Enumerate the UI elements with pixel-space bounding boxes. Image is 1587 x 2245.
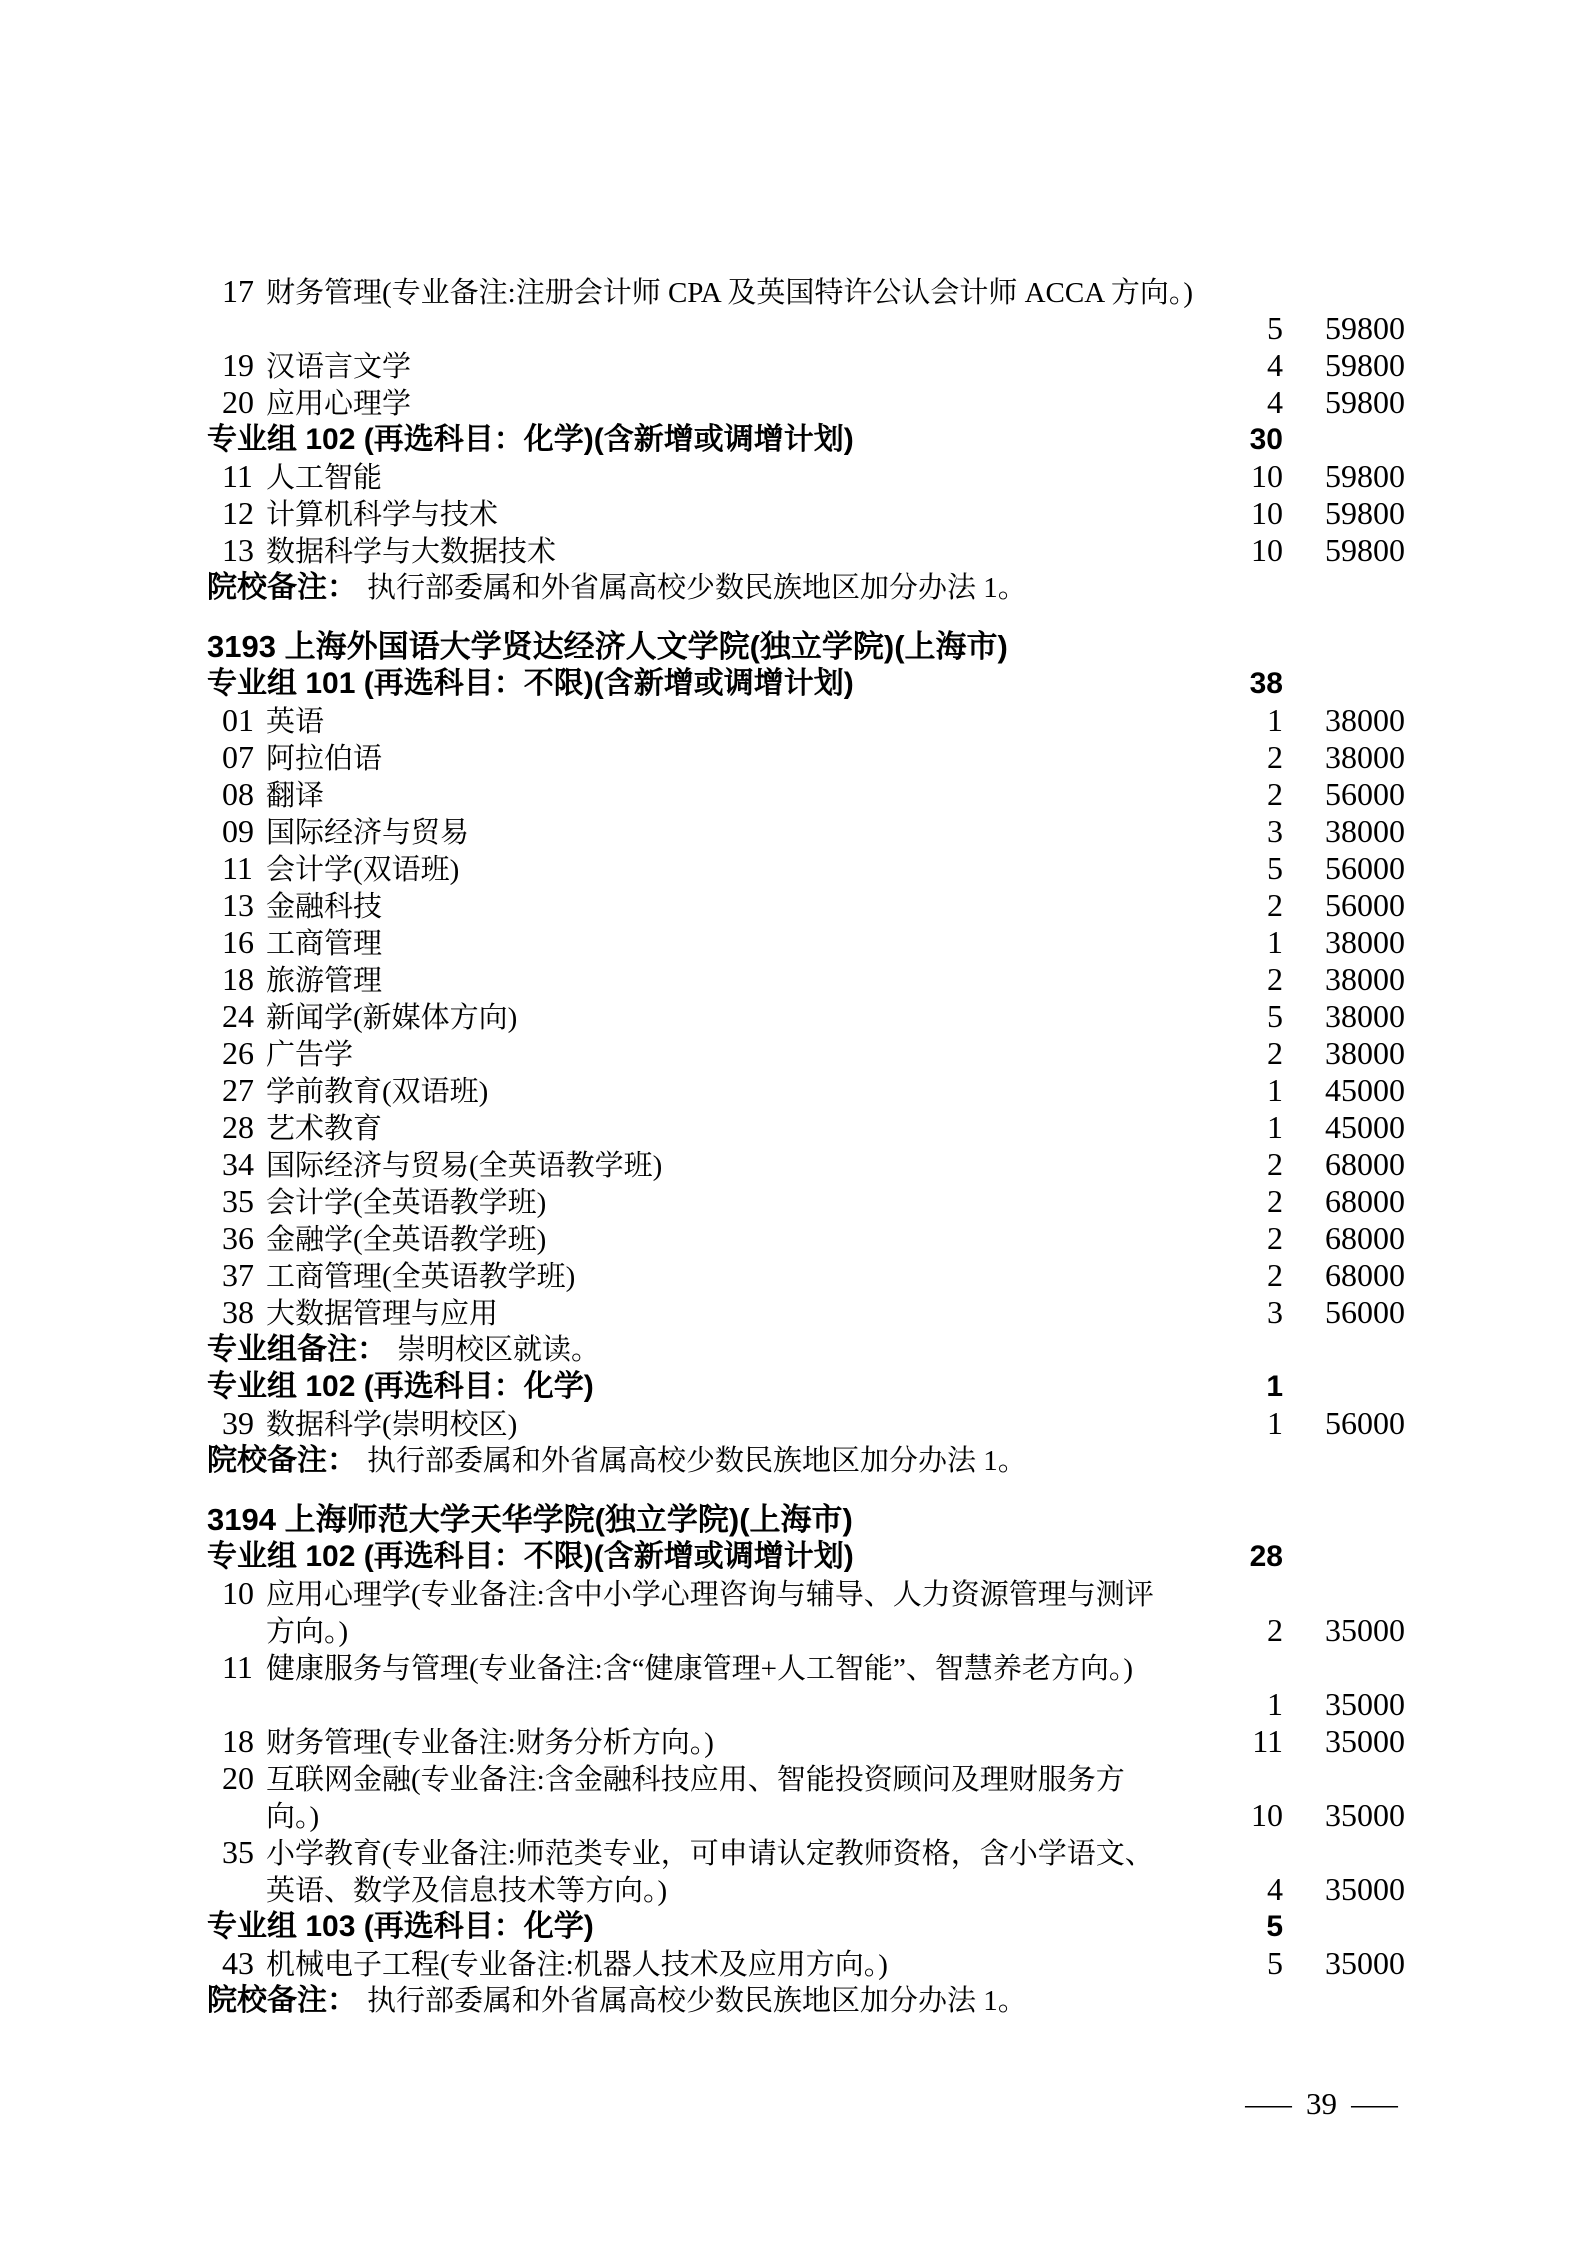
major-name: 艺术教育: [266, 1113, 383, 1145]
row-text: [207, 1109, 1188, 1148]
major-code: 26: [222, 1035, 254, 1071]
row-text: [207, 1035, 1188, 1074]
plan-count: 2: [1267, 776, 1283, 812]
major-name: 国际经济与贸易(全英语教学班): [266, 1150, 663, 1182]
major-row: [207, 1072, 1405, 1109]
plan-count: 3: [1267, 1294, 1283, 1330]
plan-count: 2: [1267, 1612, 1283, 1648]
major-name: 旅游管理: [266, 965, 383, 997]
university-block: [207, 273, 1405, 606]
major-code: 28: [222, 1109, 254, 1145]
plan-count: 1: [1266, 1370, 1283, 1403]
tuition-fee: 38000: [1325, 961, 1405, 997]
tuition-fee: 38000: [1325, 702, 1405, 738]
major-name: 机械电子工程(专业备注:机器人技术及应用方向。): [266, 1949, 888, 1981]
plan-count: 11: [1252, 1723, 1283, 1759]
major-group-row: [207, 421, 1405, 458]
major-code: 27: [222, 1072, 254, 1108]
row-text: [207, 1723, 1188, 1762]
row-text: 向。): [266, 1801, 320, 1833]
major-row: [207, 850, 1405, 887]
major-row: [207, 1834, 1405, 1871]
row-text: [207, 739, 1188, 778]
major-continuation-row: [207, 1686, 1405, 1723]
school-remark-row: [207, 569, 1405, 606]
tuition-fee: 38000: [1325, 813, 1405, 849]
tuition-fee: 68000: [1325, 1183, 1405, 1219]
major-name: 大数据管理与应用: [266, 1298, 499, 1330]
tuition-fee: 35000: [1325, 1871, 1405, 1907]
tuition-fee: 38000: [1325, 1035, 1405, 1071]
plan-count: 5: [1267, 310, 1283, 346]
major-row: [207, 532, 1405, 569]
plan-count: 10: [1251, 458, 1283, 494]
university-block: [207, 628, 1405, 1479]
row-text: [207, 850, 1188, 889]
row-text: 专业组 102 (再选科目：化学)(含新增或调增计划): [207, 423, 854, 456]
row-text: 英语、数学及信息技术等方向。): [266, 1875, 668, 1907]
major-code: 34: [222, 1146, 254, 1182]
major-name: 财务管理(专业备注:财务分析方向。): [266, 1727, 714, 1759]
plan-count: 38: [1249, 667, 1283, 700]
major-name: 应用心理学: [266, 388, 412, 420]
major-name: 财务管理(专业备注:注册会计师 CPA 及英国特许公认会计师 ACCA 方向。): [266, 277, 1193, 309]
major-row: [207, 813, 1405, 850]
major-code: 18: [222, 961, 254, 997]
university-block: [207, 1501, 1405, 2019]
major-name: 阿拉伯语: [266, 743, 383, 775]
major-name: 翻译: [266, 780, 325, 812]
major-code: 18: [222, 1723, 254, 1759]
major-row: [207, 458, 1405, 495]
row-text: 专业组 101 (再选科目：不限)(含新增或调增计划): [207, 667, 854, 700]
plan-count: 2: [1267, 887, 1283, 923]
major-row: [207, 1109, 1405, 1146]
major-code: 36: [222, 1220, 254, 1256]
row-text: [207, 998, 1188, 1037]
row-text: [207, 961, 1188, 1000]
major-code: 12: [222, 495, 254, 531]
plan-count: 5: [1267, 1945, 1283, 1981]
remark-text: 崇明校区就读。: [397, 1334, 601, 1366]
tuition-fee: 56000: [1325, 1294, 1405, 1330]
tuition-fee: 35000: [1325, 1945, 1405, 1981]
major-row: [207, 1575, 1405, 1612]
tuition-fee: 38000: [1325, 924, 1405, 960]
major-row: [207, 1945, 1405, 1982]
plan-count: 2: [1267, 1146, 1283, 1182]
tuition-fee: 68000: [1325, 1146, 1405, 1182]
major-name: 金融科技: [266, 891, 383, 923]
major-code: 11: [222, 1649, 253, 1685]
row-text: [207, 347, 1188, 386]
major-name: 计算机科学与技术: [266, 499, 499, 531]
major-continuation-row: [207, 1797, 1405, 1834]
tuition-fee: 56000: [1325, 887, 1405, 923]
major-continuation-row: [207, 1612, 1405, 1649]
tuition-fee: 35000: [1325, 1612, 1405, 1648]
group-remark-row: [207, 1331, 1405, 1368]
major-code: 16: [222, 924, 254, 960]
major-row: [207, 1723, 1405, 1760]
row-text: [207, 1257, 1188, 1296]
major-group-row: [207, 1908, 1405, 1945]
tuition-fee: 59800: [1325, 495, 1405, 531]
major-row: [207, 1146, 1405, 1183]
plan-count: 5: [1267, 998, 1283, 1034]
university-row: [207, 628, 1405, 665]
plan-count: 5: [1266, 1910, 1283, 1943]
major-name: 数据科学(崇明校区): [266, 1409, 518, 1441]
tuition-fee: 68000: [1325, 1220, 1405, 1256]
major-row: [207, 1405, 1405, 1442]
row-text: [207, 887, 1188, 926]
tuition-fee: 56000: [1325, 776, 1405, 812]
row-text: [207, 1331, 1405, 1369]
plan-count: 28: [1249, 1540, 1283, 1573]
remark-text: 执行部委属和外省属高校少数民族地区加分办法 1。: [367, 1985, 1027, 2017]
plan-count: 1: [1267, 1109, 1283, 1145]
row-text: [207, 1649, 1188, 1688]
plan-count: 10: [1251, 532, 1283, 568]
major-code: 07: [222, 739, 254, 775]
plan-count: 4: [1267, 1871, 1283, 1907]
row-text: [207, 1146, 1188, 1185]
row-text: [207, 1294, 1188, 1333]
major-row: [207, 924, 1405, 961]
plan-count: 1: [1267, 924, 1283, 960]
major-name: 国际经济与贸易: [266, 817, 470, 849]
plan-count: 10: [1251, 1797, 1283, 1833]
major-code: 17: [222, 273, 254, 309]
major-row: [207, 1257, 1405, 1294]
plan-count: 2: [1267, 1035, 1283, 1071]
major-name: 英语: [266, 706, 325, 738]
row-text: [207, 1760, 1188, 1799]
plan-count: 2: [1267, 961, 1283, 997]
major-name: 金融学(全英语教学班): [266, 1224, 547, 1256]
major-row: [207, 1220, 1405, 1257]
plan-count: 1: [1267, 1405, 1283, 1441]
major-name: 工商管理(全英语教学班): [266, 1261, 576, 1293]
row-text: 专业组 102 (再选科目：不限)(含新增或调增计划): [207, 1540, 854, 1573]
row-text: [207, 702, 1188, 741]
tuition-fee: 38000: [1325, 739, 1405, 775]
major-row: [207, 1649, 1405, 1686]
plan-count: 3: [1267, 813, 1283, 849]
row-text: [207, 776, 1188, 815]
major-group-row: [207, 1538, 1405, 1575]
tuition-fee: 68000: [1325, 1257, 1405, 1293]
major-code: 19: [222, 347, 254, 383]
major-row: [207, 702, 1405, 739]
row-text: [207, 1405, 1188, 1444]
row-text: 专业组 102 (再选科目：化学): [207, 1370, 594, 1403]
major-row: [207, 776, 1405, 813]
major-name: 广告学: [266, 1039, 354, 1071]
major-row: [207, 1294, 1405, 1331]
major-name: 人工智能: [266, 462, 383, 494]
major-code: 38: [222, 1294, 254, 1330]
row-text: [207, 1220, 1188, 1259]
tuition-fee: 59800: [1325, 384, 1405, 420]
major-row: [207, 347, 1405, 384]
remark-label: 院校备注：: [207, 571, 357, 604]
school-remark-row: [207, 1982, 1405, 2019]
major-code: 11: [222, 458, 253, 494]
major-row: [207, 887, 1405, 924]
major-name: 会计学(全英语教学班): [266, 1187, 547, 1219]
major-row: [207, 384, 1405, 421]
plan-count: 5: [1267, 850, 1283, 886]
plan-count: 2: [1267, 739, 1283, 775]
row-text: [207, 813, 1188, 852]
row-text: [207, 1575, 1188, 1614]
row-text: 专业组 103 (再选科目：化学): [207, 1910, 594, 1943]
tuition-fee: 56000: [1325, 1405, 1405, 1441]
plan-count: 2: [1267, 1183, 1283, 1219]
row-text: [207, 1442, 1405, 1480]
major-name: 应用心理学(专业备注:含中小学心理咨询与辅导、人力资源管理与测评: [266, 1579, 1154, 1611]
tuition-fee: 59800: [1325, 458, 1405, 494]
row-text: [207, 495, 1188, 534]
school-remark-row: [207, 1442, 1405, 1479]
major-code: 09: [222, 813, 254, 849]
major-code: 43: [222, 1945, 254, 1981]
row-text: [207, 1945, 1188, 1984]
plan-count: 1: [1267, 1686, 1283, 1722]
major-row: [207, 1035, 1405, 1072]
major-code: 08: [222, 776, 254, 812]
major-code: 10: [222, 1575, 254, 1611]
row-text: [207, 458, 1188, 497]
tuition-fee: 35000: [1325, 1723, 1405, 1759]
major-row: [207, 961, 1405, 998]
tuition-fee: 35000: [1325, 1797, 1405, 1833]
page-footer: [1245, 2085, 1398, 2122]
tuition-fee: 35000: [1325, 1686, 1405, 1722]
major-name: 小学教育(专业备注:师范类专业，可申请认定教师资格，含小学语文、: [266, 1838, 1154, 1870]
major-code: 13: [222, 532, 254, 568]
row-text: 方向。): [266, 1616, 349, 1648]
row-text: [207, 1982, 1405, 2020]
row-text: [207, 569, 1405, 607]
row-text: [207, 1834, 1188, 1873]
major-row: [207, 739, 1405, 776]
remark-label: 专业组备注：: [207, 1333, 387, 1366]
university-title: 3193 上海外国语大学贤达经济人文学院(独立学院)(上海市): [207, 629, 1008, 664]
major-name: 汉语言文学: [266, 351, 412, 383]
plan-count: 2: [1267, 1220, 1283, 1256]
plan-count: 4: [1267, 347, 1283, 383]
major-name: 学前教育(双语班): [266, 1076, 489, 1108]
major-group-row: [207, 665, 1405, 702]
tuition-fee: 56000: [1325, 850, 1405, 886]
tuition-fee: 45000: [1325, 1109, 1405, 1145]
major-name: 会计学(双语班): [266, 854, 460, 886]
major-name: 互联网金融(专业备注:含金融科技应用、智能投资顾问及理财服务方: [266, 1764, 1125, 1796]
major-name: 新闻学(新媒体方向): [266, 1002, 518, 1034]
remark-text: 执行部委属和外省属高校少数民族地区加分办法 1。: [367, 1445, 1027, 1477]
tuition-fee: 38000: [1325, 998, 1405, 1034]
major-code: 11: [222, 850, 253, 886]
tuition-fee: 59800: [1325, 310, 1405, 346]
row-text: [207, 384, 1188, 423]
major-code: 35: [222, 1834, 254, 1870]
tuition-fee: 59800: [1325, 532, 1405, 568]
major-row: [207, 1760, 1405, 1797]
tuition-fee: 45000: [1325, 1072, 1405, 1108]
row-text: [207, 1072, 1188, 1111]
major-code: 39: [222, 1405, 254, 1441]
major-row: [207, 1183, 1405, 1220]
major-code: 13: [222, 887, 254, 923]
major-code: 01: [222, 702, 254, 738]
major-code: 35: [222, 1183, 254, 1219]
footer-dash-right: —: [1351, 2086, 1398, 2121]
major-group-row: [207, 1368, 1405, 1405]
remark-text: 执行部委属和外省属高校少数民族地区加分办法 1。: [367, 572, 1027, 604]
major-row: [207, 495, 1405, 532]
major-code: 20: [222, 384, 254, 420]
major-name: 健康服务与管理(专业备注:含“健康管理+人工智能”、智慧养老方向。): [266, 1653, 1133, 1685]
row-text: [207, 1183, 1188, 1222]
plan-count: 10: [1251, 495, 1283, 531]
tuition-fee: 59800: [1325, 347, 1405, 383]
plan-count: 1: [1267, 1072, 1283, 1108]
plan-count: 30: [1249, 423, 1283, 456]
major-name: 数据科学与大数据技术: [266, 536, 557, 568]
row-text: [207, 532, 1188, 571]
row-text: [207, 924, 1188, 963]
major-code: 24: [222, 998, 254, 1034]
plan-count: 1: [1267, 702, 1283, 738]
admission-plan-table: [207, 273, 1405, 2019]
university-title: 3194 上海师范大学天华学院(独立学院)(上海市): [207, 1502, 853, 1537]
major-row: [207, 273, 1405, 310]
remark-label: 院校备注：: [207, 1444, 357, 1477]
major-row: [207, 998, 1405, 1035]
remark-label: 院校备注：: [207, 1984, 357, 2017]
major-continuation-row: [207, 1871, 1405, 1908]
major-code: 20: [222, 1760, 254, 1796]
major-name: 工商管理: [266, 928, 383, 960]
major-code: 37: [222, 1257, 254, 1293]
major-continuation-row: [207, 310, 1405, 347]
plan-count: 2: [1267, 1257, 1283, 1293]
plan-count: 4: [1267, 384, 1283, 420]
row-text: [207, 273, 1193, 312]
footer-dash-left: —: [1245, 2086, 1292, 2121]
page-number: 39: [1306, 2086, 1337, 2121]
university-row: [207, 1501, 1405, 1538]
